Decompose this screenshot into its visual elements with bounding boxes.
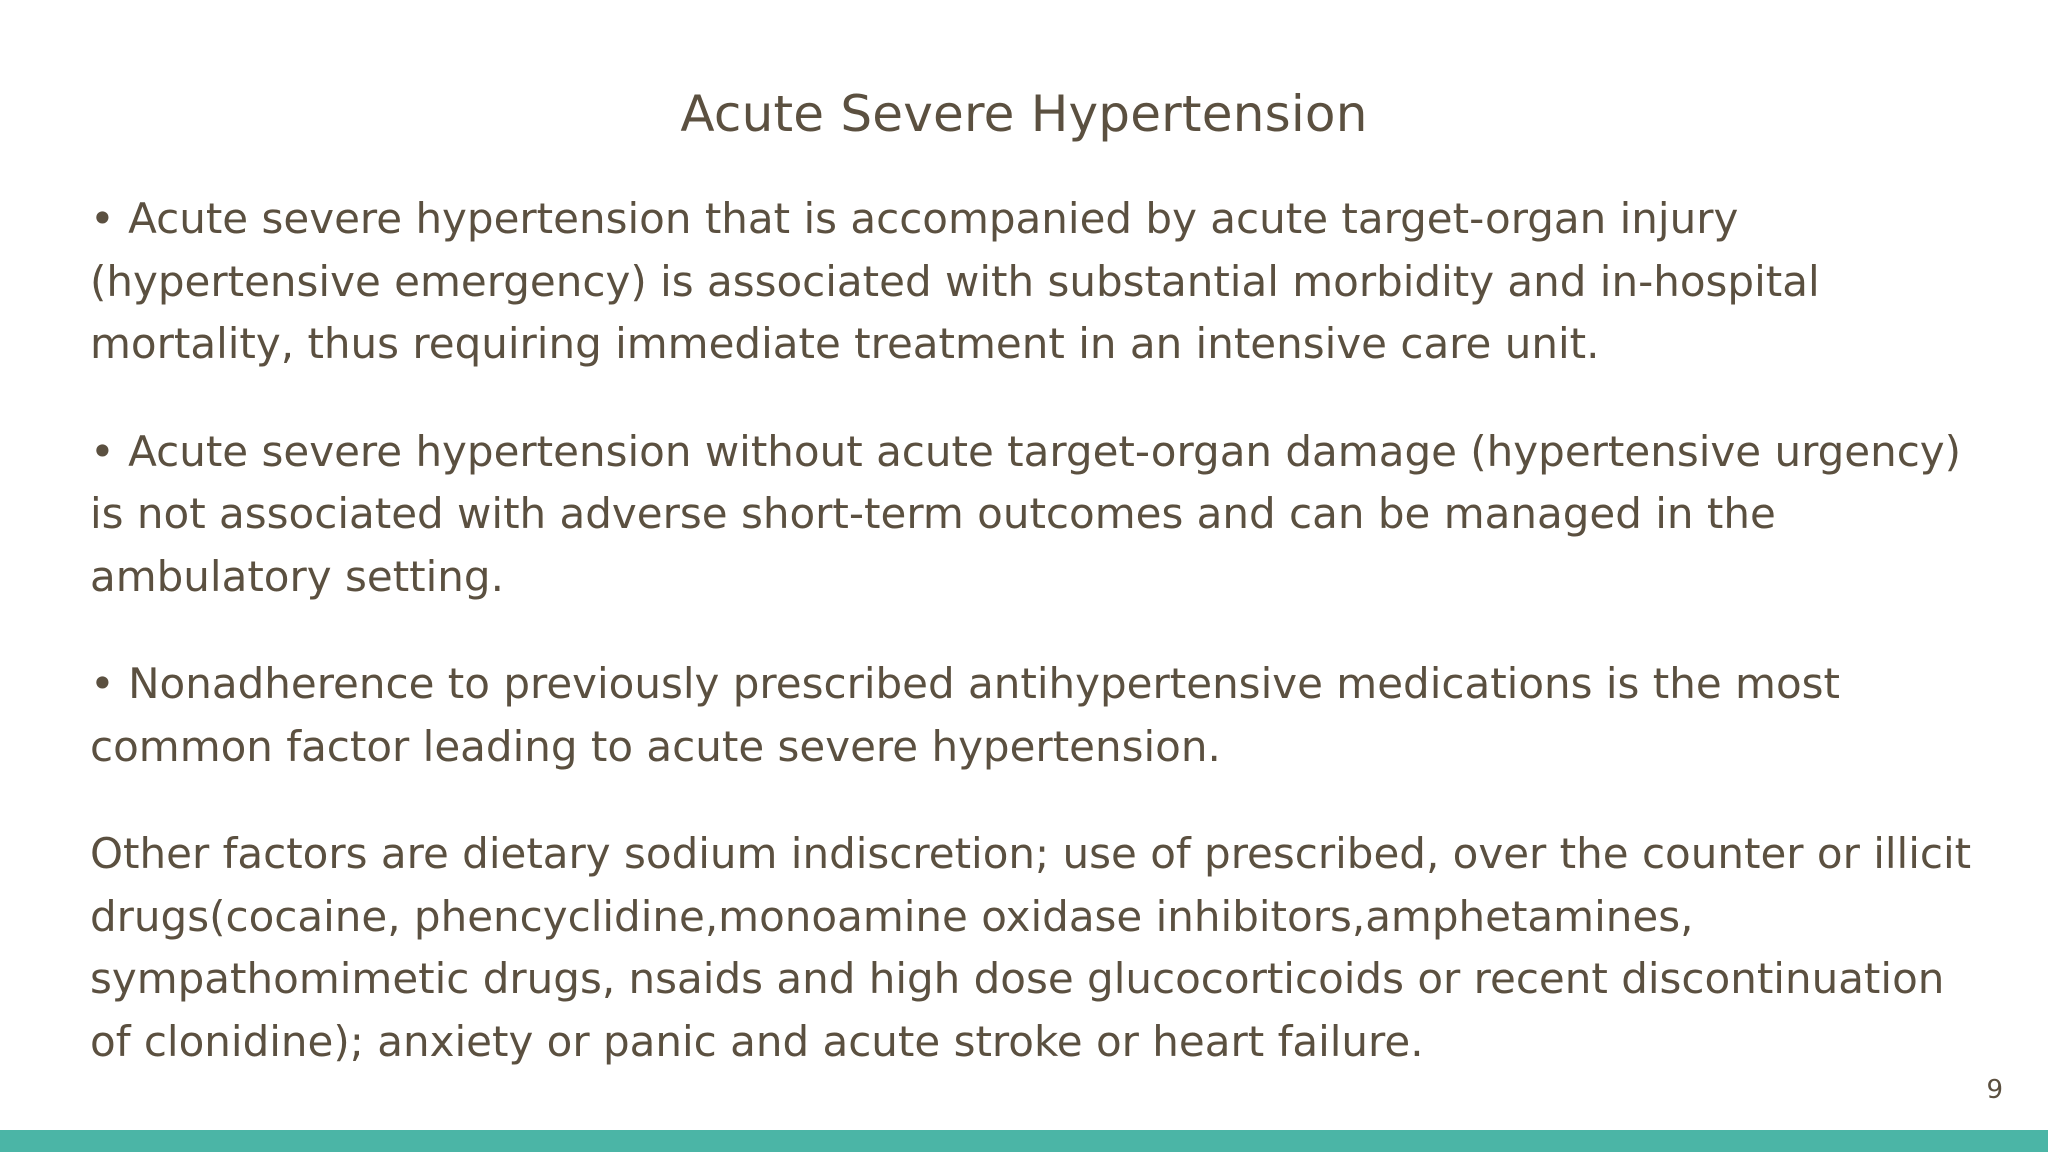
slide-body bbox=[90, 188, 1980, 1073]
paragraph-hypertensive-urgency: • Acute severe hypertension without acute target-organ damage (hypertensive urgency) is not associated with adverse short-term outcomes and can be managed in the ambulatory setting. bbox=[90, 426, 1962, 601]
paragraph-hypertensive-emergency: • Acute severe hypertension that is accompanied by acute target-organ injury (hypertensive emergency) is associated with substantial morbidity and in-hospital mortality, thus requiring immediate treatment in an intensive care unit. bbox=[90, 194, 1820, 368]
page-number: 9 bbox=[1986, 1075, 2003, 1105]
paragraph-other-factors: Other factors are dietary sodium indiscretion; use of prescribed, over the counter or illicit drugs(cocaine, phencyclidine,monoamine oxidase inhibitors,amphetamines, sympathomimetic drugs, nsaids and high dose glucocorticoids or recent discontinuation of clonidine); anxiety or panic and acute stroke or heart failure. bbox=[90, 829, 1972, 1066]
slide-title: Acute Severe Hypertension bbox=[680, 85, 1368, 143]
footer-accent-bar bbox=[0, 1130, 2048, 1152]
paragraph-nonadherence: • Nonadherence to previously prescribed antihypertensive medications is the most common factor leading to acute severe hypertension. bbox=[90, 659, 1841, 771]
